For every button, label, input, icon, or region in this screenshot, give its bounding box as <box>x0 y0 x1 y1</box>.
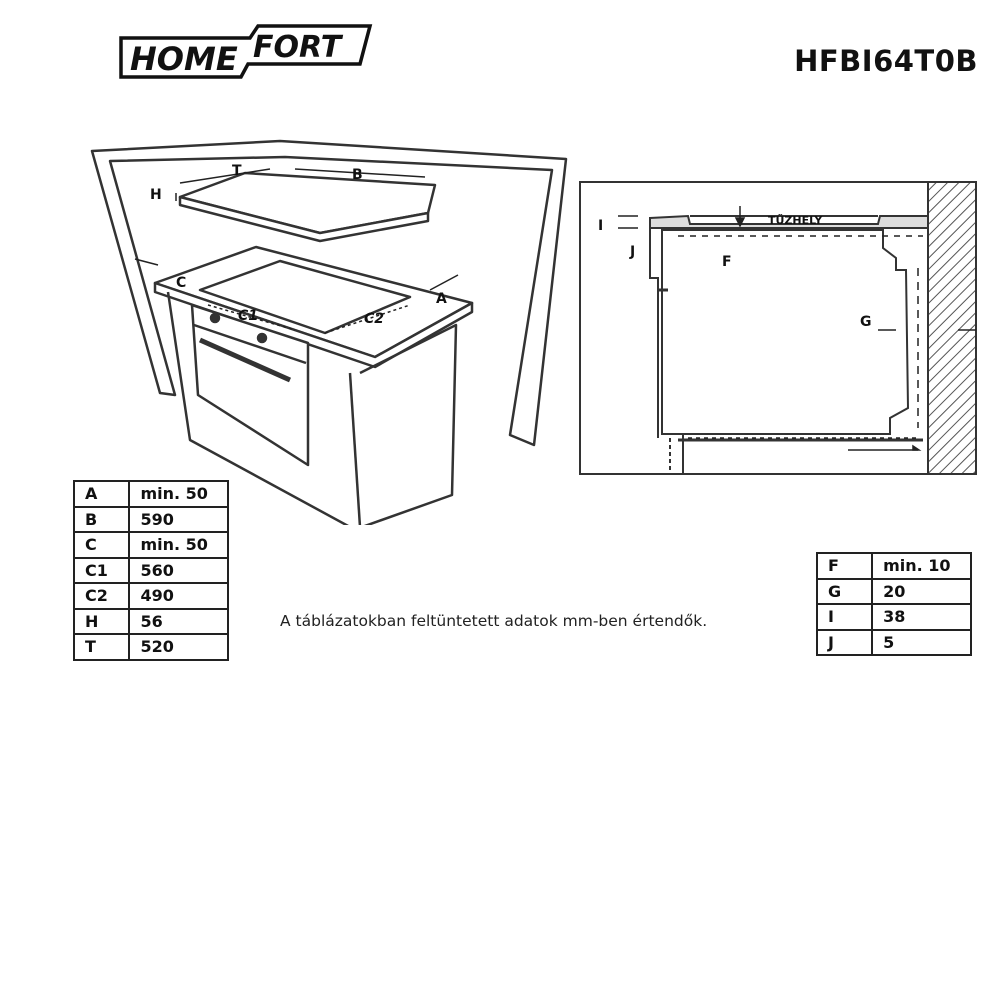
dim-label-h: H <box>150 187 162 203</box>
dimension-key: J <box>817 630 872 656</box>
cross-section-diagram <box>578 178 978 478</box>
dimensions-table-left <box>73 480 229 661</box>
corner-installation-diagram <box>80 135 580 525</box>
table-row <box>74 634 228 660</box>
table-row <box>74 609 228 635</box>
dimension-key: I <box>817 604 872 630</box>
dimension-value: 56 <box>129 609 228 635</box>
dim-label-c2: C2 <box>364 311 385 327</box>
hob-label: TŰZHELY <box>768 214 823 227</box>
dimension-value: 560 <box>129 558 228 584</box>
dimension-key: C2 <box>74 583 129 609</box>
dimension-value: 490 <box>129 583 228 609</box>
dim-label-f: F <box>722 254 732 270</box>
logo-text-fort: FORT <box>253 30 342 65</box>
dimension-key: G <box>817 579 872 605</box>
dim-label-g: G <box>860 314 872 330</box>
dimension-value: 520 <box>129 634 228 660</box>
dimension-key: A <box>74 481 129 507</box>
dimension-key: C <box>74 532 129 558</box>
dimension-key: F <box>817 553 872 579</box>
model-number: HFBI64T0B <box>794 44 978 78</box>
dim-label-b: B <box>352 167 363 183</box>
dimension-value: 38 <box>872 604 971 630</box>
dimension-key: H <box>74 609 129 635</box>
dimension-key: C1 <box>74 558 129 584</box>
dim-label-a: A <box>436 291 447 307</box>
homefort-logo <box>118 22 374 86</box>
units-note: A táblázatokban feltüntetett adatok mm-ben értendők. <box>280 612 708 630</box>
dimension-key: B <box>74 507 129 533</box>
table-row <box>817 630 971 656</box>
dim-label-c: C <box>176 275 187 291</box>
logo-text-home: HOME <box>130 40 238 78</box>
dimension-value: 5 <box>872 630 971 656</box>
dimension-value: 20 <box>872 579 971 605</box>
table-row <box>74 532 228 558</box>
table-row <box>817 579 971 605</box>
dim-label-c1: C1 <box>238 308 259 324</box>
table-row <box>817 553 971 579</box>
table-row <box>74 507 228 533</box>
table-row <box>74 481 228 507</box>
logo-graphic <box>118 22 374 82</box>
dimension-key: T <box>74 634 129 660</box>
dimensions-table-right <box>816 552 972 656</box>
dimension-value: min. 50 <box>129 481 228 507</box>
table-row <box>817 604 971 630</box>
dimension-value: min. 50 <box>129 532 228 558</box>
table-row <box>74 558 228 584</box>
dim-label-t: T <box>232 163 242 179</box>
dimension-value: 590 <box>129 507 228 533</box>
dimension-value: min. 10 <box>872 553 971 579</box>
dim-label-i: I <box>598 218 604 234</box>
dim-label-j: J <box>630 244 636 260</box>
table-row <box>74 583 228 609</box>
